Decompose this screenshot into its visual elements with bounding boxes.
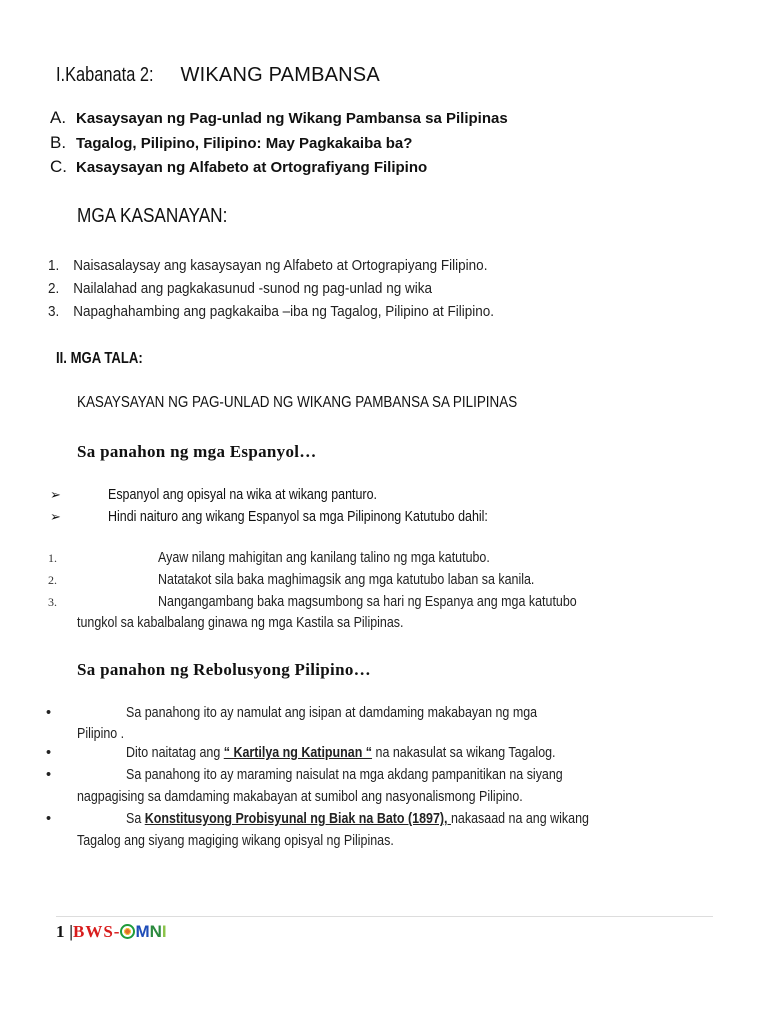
objective-item (48, 280, 432, 297)
bullet-icon: • (46, 745, 52, 761)
reason-text: Natatakot sila baka maghimagsik ang mga katutubo laban sa kanila. (158, 572, 535, 588)
konstitusyon-link: Konstitusyong Probisyunal ng Biak na Bato (1897), (144, 811, 451, 827)
kartilya-link: “ Kartilya ng Katipunan “ (223, 745, 373, 761)
bullet-text-cont: Pilipino . (77, 726, 125, 742)
reason-number: 3. (48, 595, 57, 609)
brand-letter-i: I (161, 922, 167, 941)
footer-divider (56, 916, 713, 917)
reason-text: Ayaw nilang mahigitan ang kanilang talino ng mga katutubo. (158, 550, 490, 566)
objective-text: Napaghahambing ang pagkakaiba –iba ng Tagalog, Pilipino at Filipino. (73, 303, 495, 320)
topic-text: Tagalog, Pilipino, Filipino: May Pagkakaiba ba? (76, 135, 413, 152)
bullet-text-post: nakasaad na ang wikang (450, 811, 589, 827)
brand-letter-n: N (149, 922, 162, 941)
topic-item (50, 133, 412, 153)
topic-letter: B. (50, 133, 67, 152)
topic-item (50, 157, 427, 177)
objective-number: 3. (48, 303, 60, 320)
bullet-item (46, 745, 646, 767)
bullet-text: Sa panahong ito ay namulat ang isipan at damdaming makabayan ng mga (126, 705, 538, 721)
reason-text: Nangangambang baka magsumbong sa hari ng Espanya ang mga katutubo (158, 594, 577, 610)
reason-number: 2. (48, 573, 57, 587)
objective-number: 1. (48, 257, 60, 274)
omni-logo-icon (120, 924, 135, 939)
arrow-bullet-item (50, 509, 550, 525)
chapter-heading (56, 64, 380, 87)
objective-text: Naisasalaysay ang kasaysayan ng Alfabeto at Ortograpiyang Filipino. (73, 257, 488, 274)
bullet-item (46, 705, 646, 749)
chapter-number: I.Kabanata 2: (56, 64, 154, 86)
topic-text: Kasaysayan ng Pag-unlad ng Wikang Pambansa sa Pilipinas (76, 110, 508, 127)
bullet-item (46, 811, 646, 855)
arrow-bullet-item (50, 487, 421, 503)
objective-item (48, 257, 487, 274)
chapter-title: WIKANG PAMBANSA (180, 64, 380, 86)
reason-number: 1. (48, 551, 57, 565)
brand-dash: - (113, 922, 121, 941)
footer (56, 922, 167, 942)
bullet-text (126, 745, 556, 761)
objective-item (48, 303, 494, 320)
topic-letter: C. (50, 157, 67, 176)
rebolusyon-heading: Sa panahon ng Rebolusyong Pilipino… (77, 660, 371, 679)
bullet-text-post: na nakasulat sa wikang Tagalog. (372, 745, 556, 761)
reason-item (48, 550, 544, 566)
reason-item (48, 572, 596, 588)
bullet-text (126, 811, 589, 827)
arrow-bullet-icon: ➢ (50, 487, 61, 502)
reason-continuation: tungkol sa kabalbalang ginawa ng mga Kastila sa Pilipinas. (77, 615, 404, 631)
arrow-bullet-text: Hindi naituro ang wikang Espanyol sa mga Pilipinong Katutubo dahil: (108, 509, 488, 525)
bullet-text: Sa panahong ito ay maraming naisulat na mga akdang pampanitikan na siyang (126, 767, 563, 783)
page-separator: | (69, 922, 73, 941)
kasanayan-heading: MGA KASANAYAN: (77, 205, 228, 227)
topic-letter: A. (50, 108, 67, 127)
arrow-bullet-text: Espanyol ang opisyal na wika at wikang panturo. (108, 487, 377, 503)
tala-heading: II. MGA TALA: (56, 350, 143, 367)
bullet-text-pre: Sa (126, 811, 145, 827)
topic-item (50, 108, 508, 128)
bullet-text-cont: nagpagising sa damdaming makabayan at sumibol ang nasyonalismong Pilipino. (77, 789, 523, 805)
bullet-icon: • (46, 811, 52, 827)
brand-letter-m: M (135, 922, 150, 941)
espanyol-heading: Sa panahon ng mga Espanyol… (77, 442, 317, 461)
bullet-item (46, 767, 646, 811)
page-number: 1 (56, 922, 65, 941)
bullet-icon: • (46, 767, 52, 783)
bullet-text-cont: Tagalog ang siyang magiging wikang opisyal ng Pilipinas. (77, 833, 394, 849)
brand-text: BWS (72, 922, 114, 941)
objective-number: 2. (48, 280, 60, 297)
topic-text: Kasaysayan ng Alfabeto at Ortografiyang Filipino (76, 159, 428, 176)
objective-text: Nailalahad ang pagkakasunud -sunod ng pag-unlad ng wika (73, 280, 432, 297)
bullet-icon: • (46, 705, 52, 721)
reason-item (48, 594, 645, 610)
arrow-bullet-icon: ➢ (50, 509, 61, 524)
tala-subheading: KASAYSAYAN NG PAG-UNLAD NG WIKANG PAMBANSA SA PILIPINAS (77, 394, 518, 411)
bullet-text-pre: Dito naitatag ang (126, 745, 224, 761)
